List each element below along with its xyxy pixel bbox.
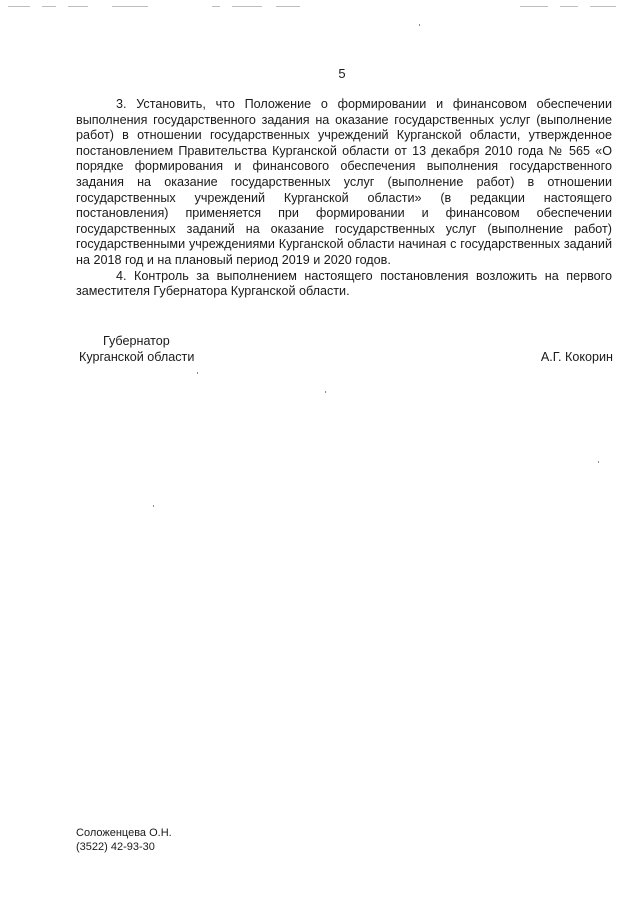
scan-speck [197,372,198,374]
scan-artifact-top [0,6,640,8]
signatory-position-line1: Губернатор [103,334,170,348]
signatory-name: А.Г. Кокорин [540,350,613,364]
scan-speck [153,505,154,507]
paragraph-3: 3. Установить, что Положение о формировании и финансовом обеспечении выполнения государственного задания на оказание государственных услуг (выполнение работ) в отношении государственных учреждений Курганской области, утвержденное постановлением Правительства Курганской области от 13 декабря 2010 года № 565 «О порядке формирования и финансового обеспечения выполнения государственного задания на оказание государственных услуг (выполнение работ) в отношении государственных учреждений Курганской области» (в редакции настоящего постановления) применяется при формировании и финансовом обеспечении государственных заданий на оказание государственных услуг (выполнение работ) государственными учреждениями Курганской области начиная с государственных заданий на 2018 год и на плановый период 2019 и 2020 годов. [76,97,612,267]
scan-speck [419,24,420,26]
executor-phone: (3522) 42-93-30 [76,841,155,853]
scan-speck [598,461,599,463]
document-body [76,97,612,300]
scan-speck [325,391,326,393]
paragraph-4: 4. Контроль за выполнением настоящего постановления возложить на первого заместителя Губернатора Курганской области. [76,268,612,299]
signatory-position [79,334,194,365]
signatory-position-line2: Курганской области [79,349,195,364]
executor-block [76,826,172,854]
executor-name: Соложенцева О.Н. [76,827,172,839]
page-number: 5 [338,66,346,81]
